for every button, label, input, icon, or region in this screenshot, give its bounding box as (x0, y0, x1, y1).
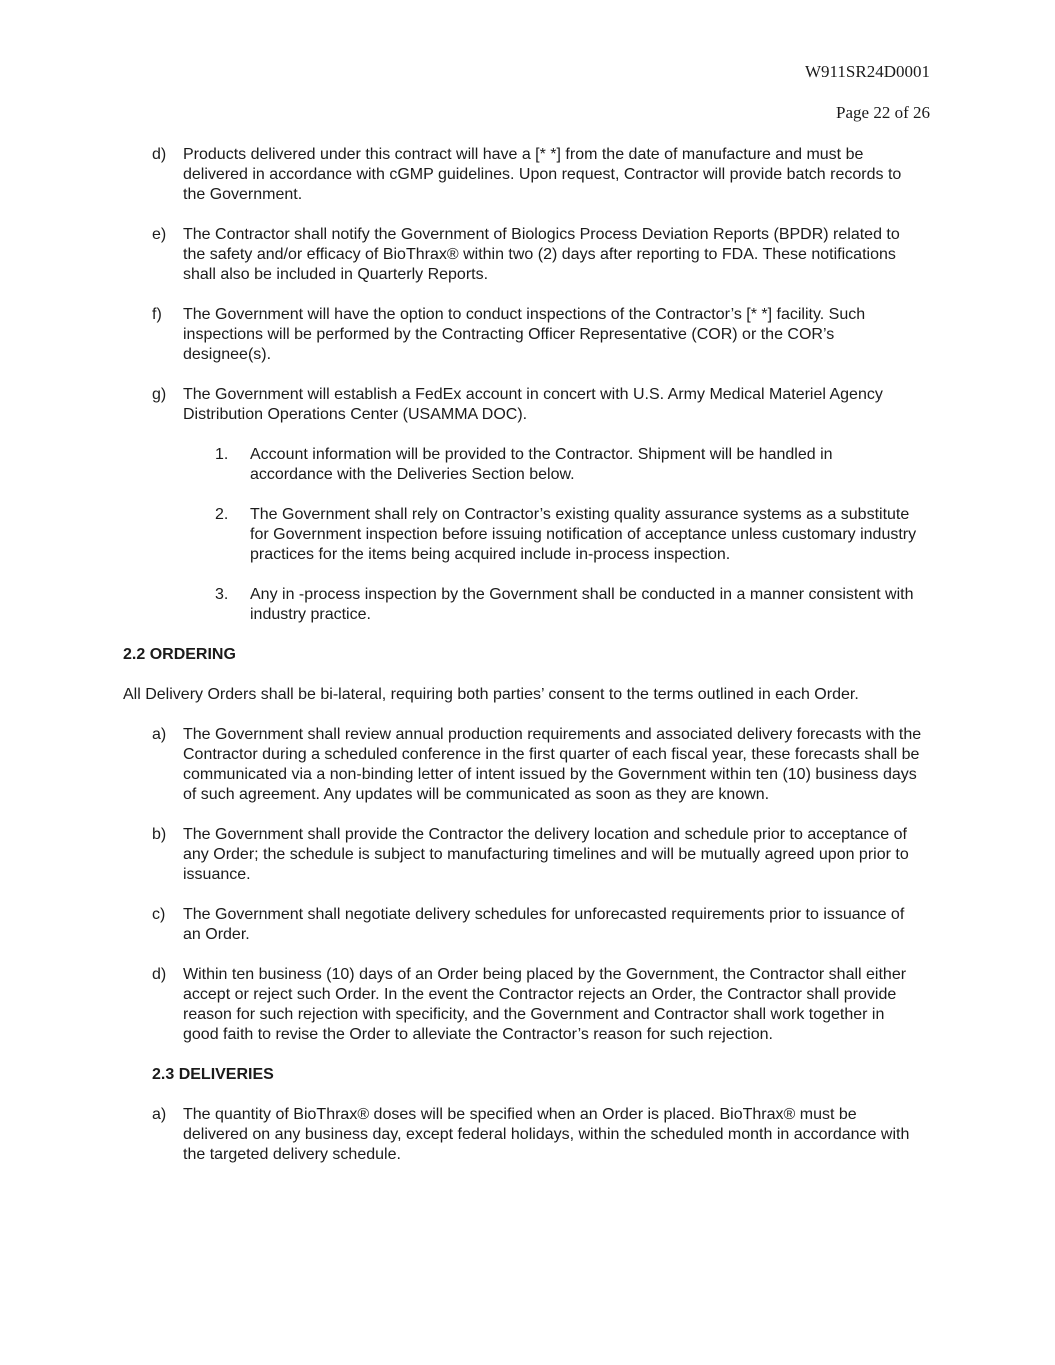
list-item-c (123, 905, 923, 945)
section-heading-ordering: 2.2 ORDERING (123, 646, 236, 663)
list-marker: a) (152, 726, 167, 743)
sublist-item-2 (123, 505, 923, 565)
list-item-text: The Government shall review annual production requirements and associated delivery forecasts with the Contractor during a scheduled conference in the first quarter of each fiscal year, these forecasts shall be communicated via a non-binding letter of intent issued by the Government within ten (10) business days of such agreement. Any updates will be communicated as soon as they are known. (183, 726, 922, 803)
list-marker: d) (152, 966, 167, 983)
list-item-text: The Government shall provide the Contractor the delivery location and schedule prior to acceptance of any Order; the schedule is subject to manufacturing timelines and will be mutually agreed upon prior to issuance. (183, 826, 909, 883)
document-header (0, 0, 1055, 125)
list-item-e (123, 225, 923, 285)
list-item-a (123, 725, 923, 805)
list-item-text: The Government shall rely on Contractor’s existing quality assurance systems as a substitute for Government inspection before issuing notification of acceptance unless customary industry practices for the items being acquired include in-process inspection. (250, 506, 917, 563)
contract-number: W911SR24D0001 (805, 62, 930, 81)
list-marker: d) (152, 146, 167, 163)
list-item-text: Within ten business (10) days of an Order being placed by the Government, the Contractor shall either accept or reject such Order. In the event the Contractor rejects an Order, the Contractor shall provide reason for such rejection with specificity, and the Government and Contractor shall work together in good faith to revise the Order to alleviate the Contractor’s reason for such rejection. (183, 966, 907, 1043)
list-item-b (123, 825, 923, 885)
list-item-f (123, 305, 923, 365)
list-item-a2 (123, 1105, 923, 1165)
list-marker: a) (152, 1106, 167, 1123)
document-body (123, 145, 923, 1165)
sublist-item-1 (123, 445, 923, 485)
list-marker: e) (152, 226, 167, 243)
list-item-text: The quantity of BioThrax® doses will be specified when an Order is placed. BioThrax® must be delivered on any business day, except federal holidays, within the scheduled month in accordance with the targeted delivery schedule. (183, 1106, 910, 1163)
list-marker: g) (152, 386, 167, 403)
list-item-g (123, 385, 923, 425)
list-item-text: The Contractor shall notify the Government of Biologics Process Deviation Reports (BPDR) related to the safety and/or efficacy of BioThrax® within two (2) days after reporting to FDA. These notifications shall also be included in Quarterly Reports. (183, 226, 900, 283)
list-item-text: Any in -process inspection by the Government shall be conducted in a manner consistent with industry practice. (250, 586, 914, 623)
list-marker: c) (152, 906, 166, 923)
list-item-text: The Government shall negotiate delivery schedules for unforecasted requirements prior to issuance of an Order. (183, 906, 905, 943)
list-item-text: Account information will be provided to the Contractor. Shipment will be handled in accordance with the Deliveries Section below. (250, 446, 833, 483)
list-marker: 3. (215, 586, 229, 603)
page-number: Page 22 of 26 (836, 103, 930, 122)
section-heading-deliveries: 2.3 DELIVERIES (152, 1066, 274, 1083)
list-marker: 1. (215, 446, 229, 463)
sublist-item-3 (123, 585, 923, 625)
list-item-d (123, 145, 923, 205)
list-marker: b) (152, 826, 167, 843)
ordering-intro-paragraph: All Delivery Orders shall be bi-lateral, requiring both parties’ consent to the terms outlined in each Order. (123, 686, 859, 703)
list-marker: 2. (215, 506, 229, 523)
list-item-text: The Government will establish a FedEx account in concert with U.S. Army Medical Materiel Agency Distribution Operations Center (USAMMA DOC). (183, 386, 883, 423)
list-item-d2 (123, 965, 923, 1045)
list-item-text: The Government will have the option to conduct inspections of the Contractor’s [* *] facility. Such inspections will be performed by the Contracting Officer Representative (COR) or the COR’s designee(s). (183, 306, 866, 363)
list-item-text: Products delivered under this contract will have a [* *] from the date of manufacture and must be delivered in accordance with cGMP guidelines. Upon request, Contractor will provide batch records to the Government. (183, 146, 902, 203)
list-marker: f) (152, 306, 162, 323)
